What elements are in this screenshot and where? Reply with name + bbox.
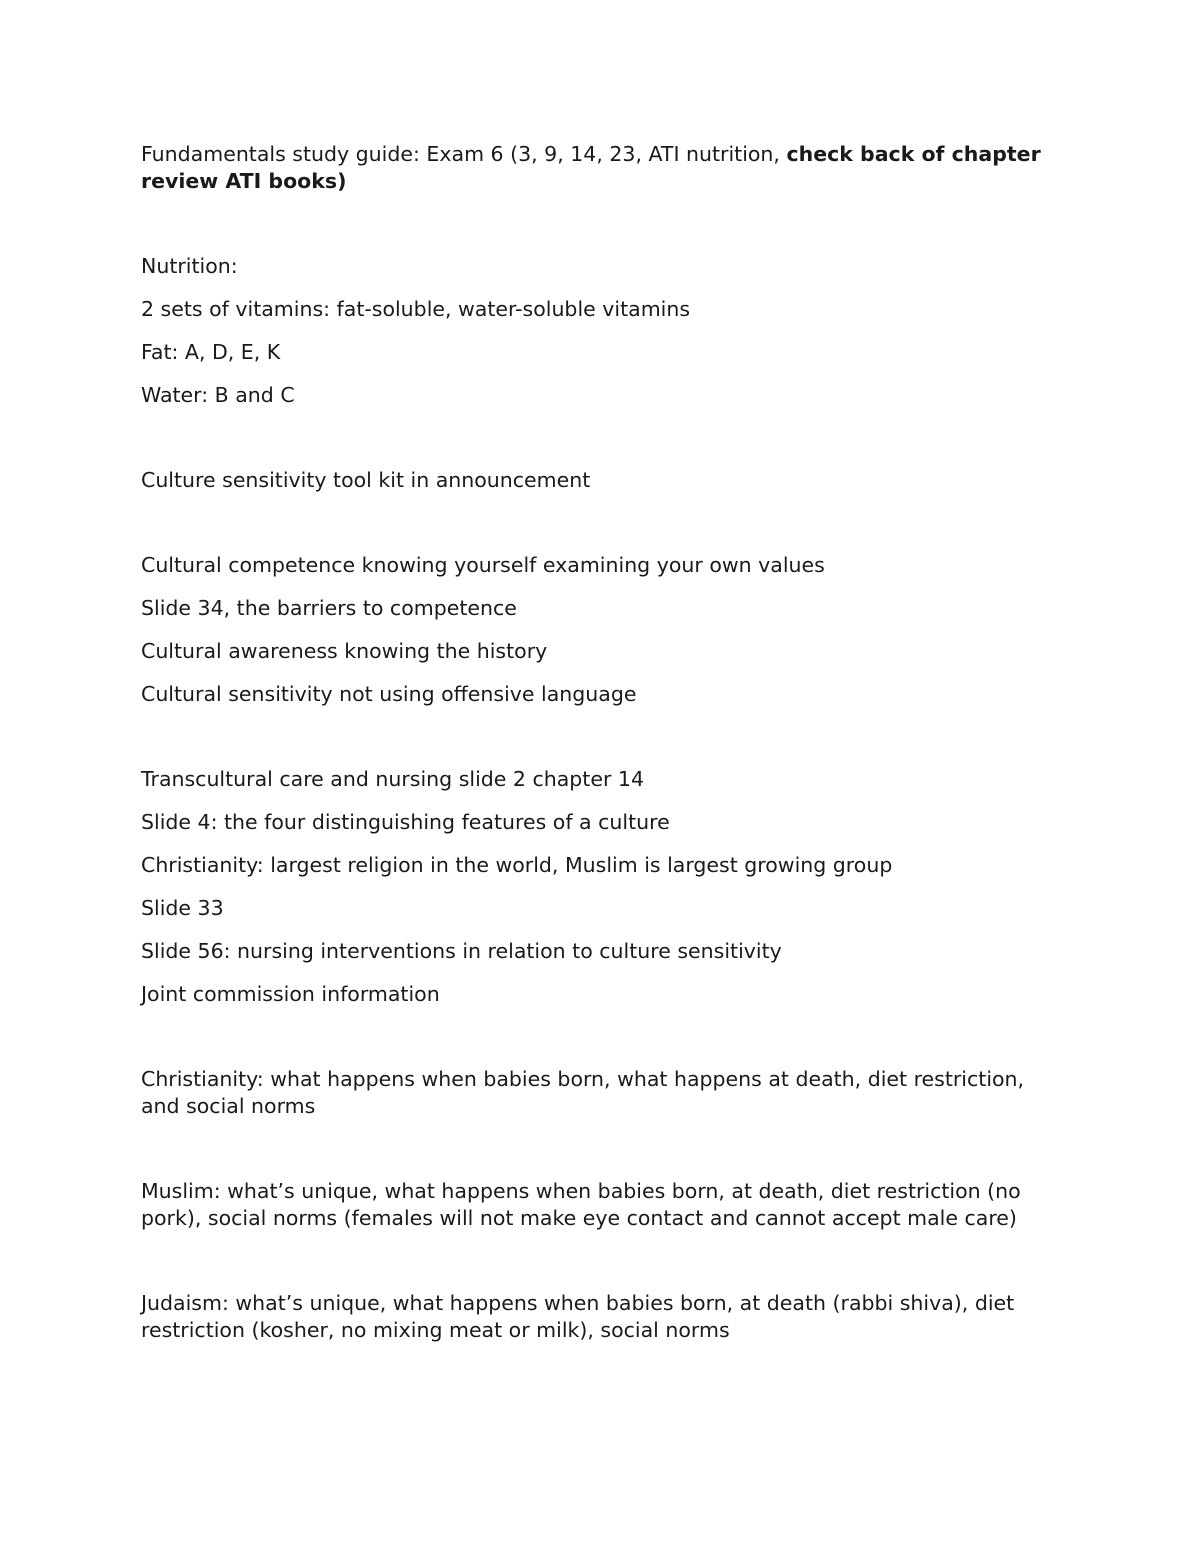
nutrition-heading: Nutrition: <box>141 254 238 278</box>
title-plain: Fundamentals study guide: Exam 6 (3, 9, 14, 23, ATI nutrition, <box>141 142 787 166</box>
cultural-awareness: Cultural awareness knowing the history <box>141 639 548 663</box>
transcultural-slide-33: Slide 33 <box>141 896 224 920</box>
document-body <box>141 141 1051 1344</box>
religion-christianity: Christianity: what happens when babies born, what happens at death, diet restriction, and social norms <box>141 1067 1025 1118</box>
title-bold: check back of chapter review ATI books) <box>141 142 1041 193</box>
document-title <box>141 141 1051 195</box>
cultural-competence: Cultural competence knowing yourself examining your own values <box>141 553 825 577</box>
transcultural-joint-commission: Joint commission information <box>141 982 440 1006</box>
religion-judaism: Judaism: what’s unique, what happens when babies born, at death (rabbi shiva), diet restriction (kosher, no mixing meat or milk), social norms <box>141 1291 1015 1342</box>
cultural-slide-34: Slide 34, the barriers to competence <box>141 596 517 620</box>
culture-toolkit: Culture sensitivity tool kit in announcement <box>141 468 591 492</box>
nutrition-water: Water: B and C <box>141 383 295 407</box>
transcultural-slide-56: Slide 56: nursing interventions in relation to culture sensitivity <box>141 939 782 963</box>
transcultural-christianity: Christianity: largest religion in the world, Muslim is largest growing group <box>141 853 893 877</box>
transcultural-heading: Transcultural care and nursing slide 2 chapter 14 <box>141 767 644 791</box>
cultural-sensitivity: Cultural sensitivity not using offensive language <box>141 682 637 706</box>
nutrition-fat: Fat: A, D, E, K <box>141 340 281 364</box>
transcultural-slide-4: Slide 4: the four distinguishing features of a culture <box>141 810 670 834</box>
nutrition-vitamins: 2 sets of vitamins: fat-soluble, water-soluble vitamins <box>141 297 691 321</box>
religion-muslim: Muslim: what’s unique, what happens when babies born, at death, diet restriction (no pork), social norms (females will not make eye contact and cannot accept male care) <box>141 1179 1021 1230</box>
